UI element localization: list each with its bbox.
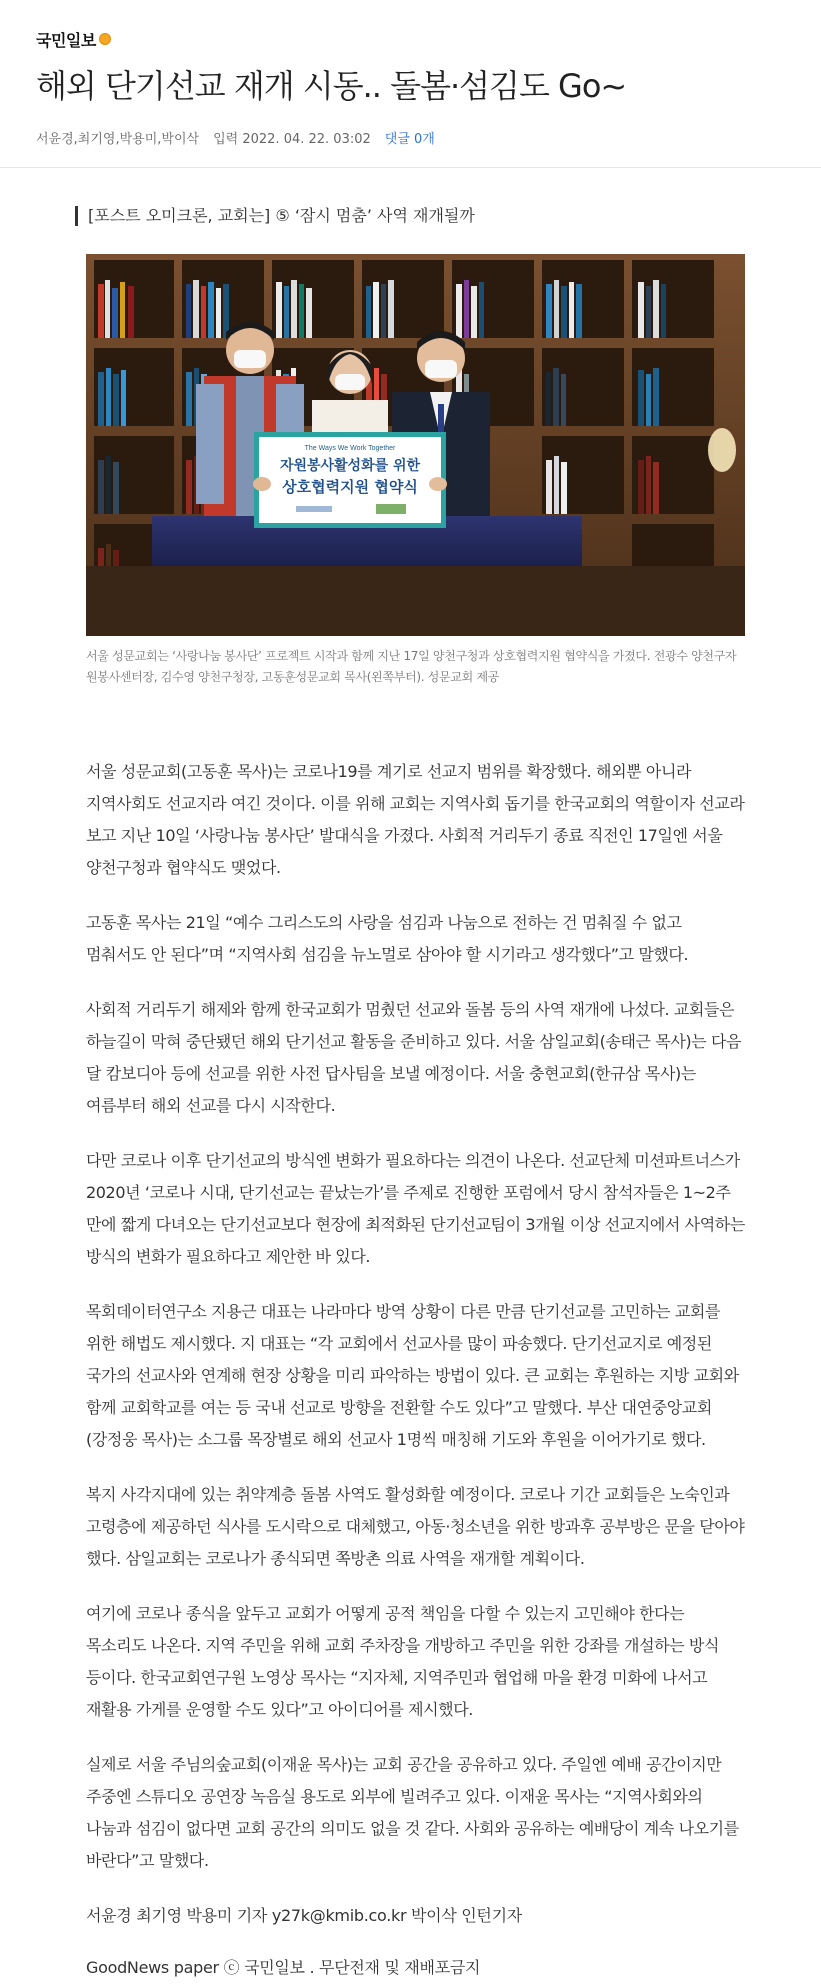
article-body bbox=[0, 206, 821, 1984]
photo-illustration bbox=[86, 254, 745, 636]
article-text bbox=[86, 756, 745, 1984]
brand-logo[interactable] bbox=[36, 28, 821, 50]
paragraph: 목회데이터연구소 지용근 대표는 나라마다 방역 상황이 다른 만큼 단기선교를 고민하는 교회를 위한 해법도 제시했다. 지 대표는 “각 교회에서 선교사를 많이 파송했다. 단기선교지로 예정된 국가의 선교사와 연계해 현장 상황을 미리 파악하는 방법이 있다. 큰 교회는 후원하는 지방 교회와 함께 교회학교를 여는 등 국내 선교로 방향을 전환할 수도 있다”고 말했다. 부산 대연중앙교회(강정웅 목사)는 소그룹 목장별로 해외 선교사 1명씩 매칭해 기도와 후원을 이어가기로 했다. bbox=[86, 1302, 739, 1449]
paragraph: 실제로 서울 주님의숲교회(이재윤 목사)는 교회 공간을 공유하고 있다. 주일엔 예배 공간이지만 주중엔 스튜디오 공연장 녹음실 용도로 외부에 빌려주고 있다. 이재윤 목사는 “지역사회와의 나눔과 섬김이 없다면 교회 공간의 의미도 없을 것 같다. 사회와 공유하는 예배당이 계속 나오기를 바란다”고 말했다. bbox=[86, 1755, 739, 1870]
article-photo[interactable] bbox=[86, 254, 745, 636]
publish-date: 입력 2022. 04. 22. 03:02 bbox=[213, 132, 371, 147]
comment-count-link[interactable]: 댓글 0개 bbox=[384, 132, 435, 147]
sign-top-text: The Ways We Work Together bbox=[304, 445, 396, 452]
brand-dot-icon bbox=[99, 33, 111, 45]
paragraph: 다만 코로나 이후 단기선교의 방식엔 변화가 필요하다는 의견이 나온다. 선교단체 미션파트너스가 2020년 ‘코로나 시대, 단기선교는 끝났는가’를 주제로 진행한 포럼에서 당시 참석자들은 1~2주 만에 짧게 다녀오는 단기선교보다 현장에 최적화된 단기선교팀이 3개월 이상 선교지에서 사역하는 방식의 변화가 필요하다고 제안한 바 있다. bbox=[86, 1151, 745, 1266]
paragraph: 여기에 코로나 종식을 앞두고 교회가 어떻게 공적 책임을 다할 수 있는지 고민해야 한다는 목소리도 나온다. 지역 주민을 위해 교회 주차장을 개방하고 주민을 위한 강좌를 개설하는 방식 등이다. 한국교회연구원 노영상 목사는 “지자체, 지역주민과 협업해 마을 환경 미화에 나서고 재활용 가게를 운영할 수도 있다”고 아이디어를 제시했다. bbox=[86, 1604, 720, 1719]
article-header bbox=[0, 0, 821, 168]
paragraph: 서울 성문교회(고동훈 목사)는 코로나19를 계기로 선교지 범위를 확장했다. 해외뿐 아니라 지역사회도 선교지라 여긴 것이다. 이를 위해 교회는 지역사회 돕기를 한국교회의 역할이자 선교라 보고 지난 10일 ‘사랑나눔 봉사단’ 발대식을 가졌다. 사회적 거리두기 종료 직전인 17일엔 서울 양천구청과 협약식도 맺었다. bbox=[86, 762, 745, 877]
sign-line-1: 자원봉사활성화를 위한 bbox=[279, 458, 421, 474]
paragraph: 사회적 거리두기 해제와 함께 한국교회가 멈췄던 선교와 돌봄 등의 사역 재개에 나섰다. 교회들은 하늘길이 막혀 중단됐던 해외 단기선교 활동을 준비하고 있다. 서울 삼일교회(송태근 목사)는 다음 달 캄보디아 등에 선교를 위한 사전 답사팀을 보낼 예정이다. 서울 충현교회(한규삼 목사)는 여름부터 해외 선교를 다시 시작한다. bbox=[86, 1000, 742, 1115]
page-title: 해외 단기선교 재개 시동.. 돌봄·섬김도 Go~ bbox=[36, 67, 627, 105]
author-list: 서윤경,최기영,박용미,박이삭 bbox=[36, 132, 200, 147]
series-title: [포스트 오미크론, 교회는] ⑤ ‘잠시 멈춤’ 사역 재개될까 bbox=[75, 206, 821, 226]
paragraph: 고동훈 목사는 21일 “예수 그리스도의 사랑을 섬김과 나눔으로 전하는 건 멈춰질 수 없고 멈춰서도 안 된다”며 “지역사회 섬김을 뉴노멀로 삼아야 할 시기라고 생각했다”고 말했다. bbox=[86, 913, 689, 964]
sign-line-2: 상호협력지원 협약식 bbox=[282, 478, 418, 496]
copyright-notice: GoodNews paper ⓒ 국민일보 . 무단전재 및 재배포금지 bbox=[86, 1958, 481, 1977]
paragraph: 복지 사각지대에 있는 취약계층 돌봄 사역도 활성화할 예정이다. 코로나 기간 교회들은 노숙인과 고령층에 제공하던 식사를 도시락으로 대체했고, 아동·청소년을 위한 방과후 공부방은 문을 닫아야 했다. 삼일교회는 코로나가 종식되면 쪽방촌 의료 사역을 재개할 계획이다. bbox=[86, 1485, 745, 1568]
article-meta bbox=[36, 128, 821, 147]
brand-name: 국민일보 bbox=[36, 30, 96, 50]
reporter-byline: 서윤경 최기영 박용미 기자 y27k@kmib.co.kr 박이삭 인턴기자 bbox=[86, 1906, 522, 1925]
photo-caption: 서울 성문교회는 ‘사랑나눔 봉사단’ 프로젝트 시작과 함께 지난 17일 양천구청과 상호협력지원 협약식을 가졌다. 전광수 양천구자원봉사센터장, 김수영 양천구청장, 고동훈성문교회 목사(왼쪽부터). 성문교회 제공 bbox=[86, 649, 737, 684]
